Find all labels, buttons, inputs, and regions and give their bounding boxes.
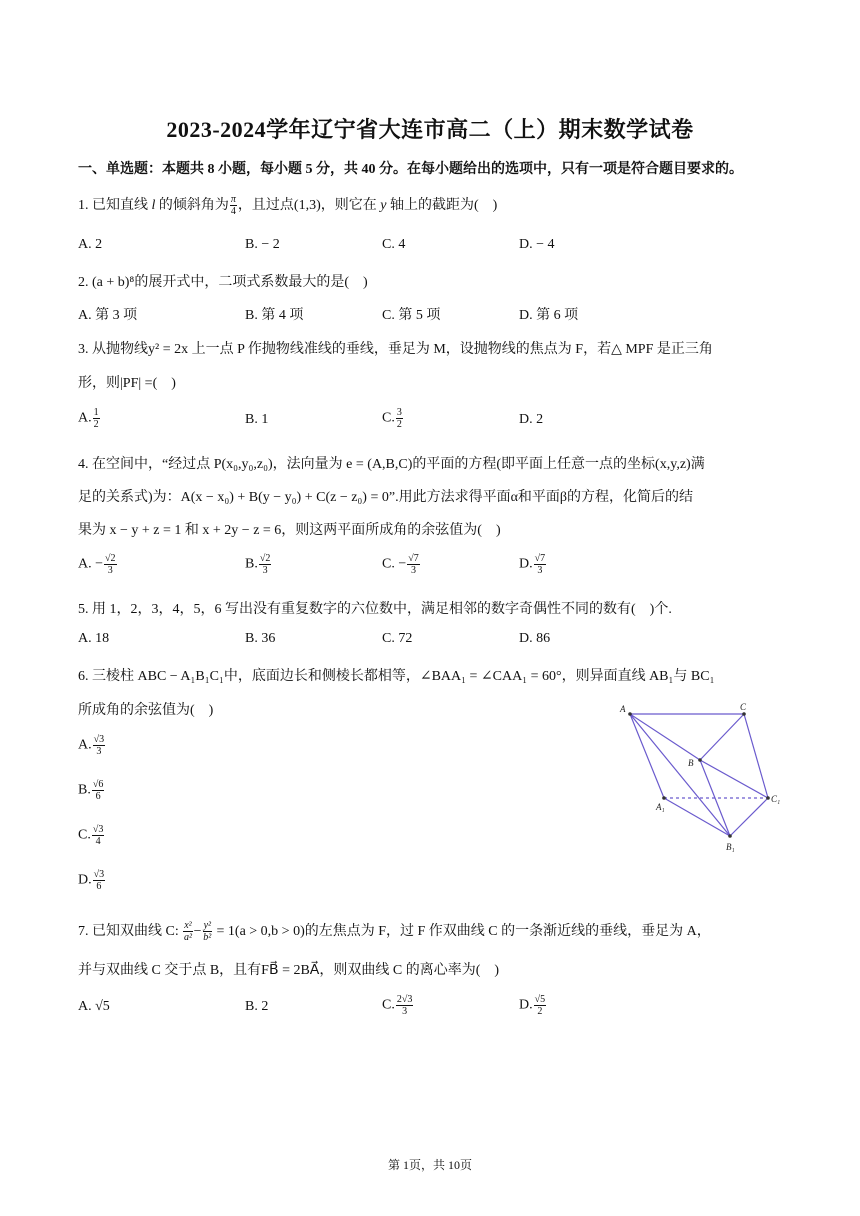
q1-fraction: $\frac{\pi}{4}$ [230, 194, 236, 218]
q1-option-a[interactable]: A. 2 [78, 237, 103, 252]
q1-var-l: l [151, 198, 156, 213]
q2-option-d[interactable]: D. 第 6 项 [519, 308, 579, 323]
q4-option-c[interactable]: C. − $\frac{√7}{3}$ [382, 553, 419, 576]
label-b1: B₁ [726, 842, 735, 852]
question-6-stem-line-1: 6. 三棱柱 ABC − A₁B₁C₁中，底面边长和侧棱长都相等，∠BAA₁ = ∠CAA₁ = 60°，则异面直线 AB₁与 BC₁ [78, 669, 715, 684]
edge-aa1 [630, 714, 664, 798]
question-7-stem-line-1: 7. 已知双曲线 C: $\frac{\text{x²}}{\text{a²}}$ − $\frac{\text{y²}}{\text{b²}}$ = 1(a > 0,b > 0)的左焦点为 F，过 F 作双曲线 C 的一条渐近线的垂线，垂足为 A， [78, 920, 711, 944]
q1-text-b: 的倾斜角为 [155, 198, 229, 213]
segment-ab1 [630, 714, 730, 836]
q1-var-y: y [380, 198, 387, 213]
page-footer: 第 1页，共 10页 [387, 1158, 472, 1172]
question-1-stem [78, 194, 497, 217]
label-c: C [740, 702, 747, 712]
question-2-stem: 2. (a + b)⁸的展开式中，二项式系数最大的是( ) [78, 275, 368, 290]
q3-option-d[interactable]: D. 2 [519, 412, 544, 427]
question-4-stem-line-3: 果为 x − y + z = 1 和 x + 2y − z = 6，则这两平面所成角的余弦值为( ) [78, 523, 501, 538]
q5-option-a[interactable]: A. 18 [78, 631, 110, 646]
q1-option-b[interactable]: B. − 2 [245, 237, 280, 252]
question-7-stem-line-2: 并与双曲线 C 交于点 B，且有FB⃗ = 2BA⃗，则双曲线 C 的离心率为( ) [78, 963, 500, 978]
question-5-stem: 5. 用 1，2，3，4，5，6 写出没有重复数字的六位数中，满足相邻的数字奇偶性不同的数有( )个. [78, 602, 672, 617]
question-3-stem-line-1: 3. 从抛物线y² = 2x 上一点 P 作抛物线准线的垂线，垂足为 M，设抛物线的焦点为 F，若△ MPF 是正三角 [78, 342, 713, 357]
q6-option-b[interactable]: B. $\frac{√6}{6}$ [78, 779, 104, 802]
q6-option-d[interactable]: D. $\frac{√3}{6}$ [78, 869, 105, 892]
edge-bc [700, 714, 744, 760]
q7-option-b[interactable]: B. 2 [245, 999, 269, 1014]
q7-option-c[interactable]: C. $\frac{2√3}{3}$ [382, 994, 413, 1017]
question-4-stem-line-2: 足的关系式)为：A(x − x₀) + B(y − y₀) + C(z − z₀) = 0”.用此方法求得平面α和平面β的方程，化简后的结 [78, 490, 694, 505]
question-6-stem-line-2: 所成角的余弦值为( ) [78, 703, 214, 718]
label-a: A [620, 704, 626, 714]
segment-bc1 [700, 760, 768, 798]
q1-text-a: 1. 已知直线 [78, 198, 152, 213]
edge-a1b1 [664, 798, 730, 836]
q5-option-d[interactable]: D. 86 [519, 631, 551, 646]
q2-option-b[interactable]: B. 第 4 项 [245, 308, 304, 323]
q7-option-d[interactable]: D. $\frac{√5}{2}$ [519, 994, 546, 1017]
q2-option-c[interactable]: C. 第 5 项 [382, 308, 441, 323]
q4-option-d[interactable]: D. $\frac{√7}{3}$ [519, 553, 546, 576]
q7-option-a[interactable]: A. √5 [78, 999, 110, 1014]
q1-option-d[interactable]: D. − 4 [519, 237, 555, 252]
edge-b1c1 [730, 798, 768, 836]
page-title: 2023-2024学年辽宁省大连市高二（上）期末数学试卷 [166, 117, 694, 142]
q1-text-c: ，且过点(1,3)，则它在 [237, 198, 381, 213]
q4-option-a[interactable]: A. − $\frac{√2}{3}$ [78, 553, 116, 576]
q6-option-a[interactable]: A. $\frac{√3}{3}$ [78, 734, 105, 757]
q2-option-a[interactable]: A. 第 3 项 [78, 308, 138, 323]
q3-option-a[interactable]: A. $\frac{1}{2}$ [78, 407, 99, 430]
q6-option-c[interactable]: C. $\frac{√3}{4}$ [78, 824, 104, 847]
label-a1: A₁ [656, 802, 665, 812]
label-c1: C₁ [771, 794, 781, 804]
q1-text-d: 轴上的截距为( ) [386, 198, 498, 213]
q3-option-c[interactable]: C. $\frac{3}{2}$ [382, 407, 402, 430]
q3-option-b[interactable]: B. 1 [245, 412, 269, 427]
q5-option-b[interactable]: B. 36 [245, 631, 276, 646]
question-3-stem-line-2: 形，则|PF| =( ) [78, 376, 176, 391]
question-4-stem-line-1: 4. 在空间中，“经过点 P(x₀,y₀,z₀)，法向量为 e = (A,B,C)的平面的方程(即平面上任意一点的坐标(x,y,z)满 [78, 457, 705, 472]
q5-option-c[interactable]: C. 72 [382, 631, 413, 646]
q4-option-b[interactable]: B. $\frac{√2}{3}$ [245, 553, 271, 576]
q1-option-c[interactable]: C. 4 [382, 237, 406, 252]
section-heading: 一、单选题：本题共 8 小题，每小题 5 分，共 40 分。在每小题给出的选项中，只有一项是符合题目要求的。 [78, 162, 743, 177]
edge-cc1 [744, 714, 768, 798]
prism-figure [616, 700, 788, 860]
label-b: B [688, 758, 694, 768]
edge-ab [630, 714, 700, 760]
